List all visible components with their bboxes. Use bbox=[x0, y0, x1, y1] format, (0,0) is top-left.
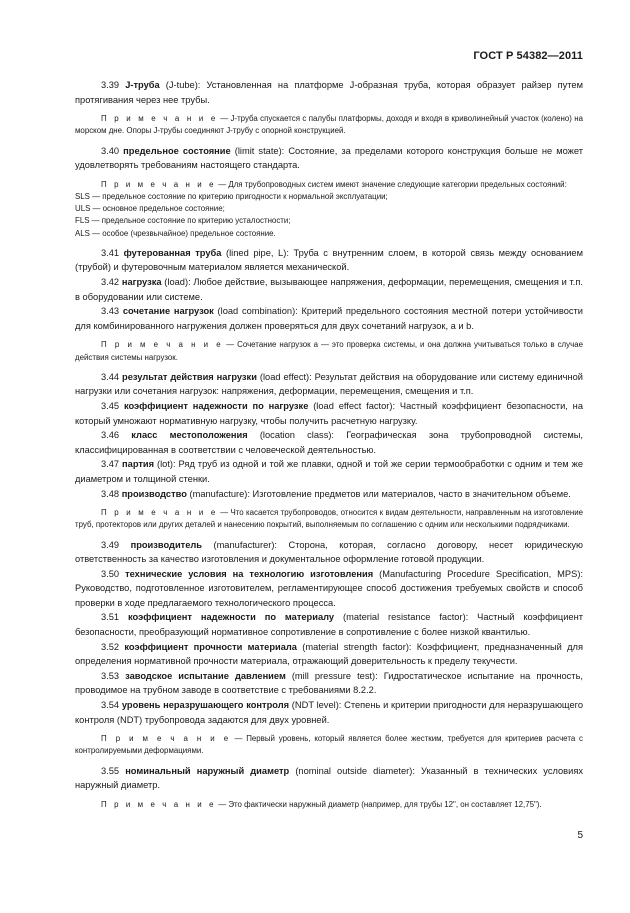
note-text: — Что касается трубопроводов, относится к видам деятельности, направленным на изготовление труб, протекторов или других деталей и нанесению покрытий, выполняемым по соглашению с одним или несколькими подрядчиками. bbox=[75, 508, 583, 530]
definition-text: (location class): Географическая зона трубопроводной системы, классифицированная в соответствии с человеческой деятельностью. bbox=[75, 430, 583, 455]
note-paragraph bbox=[75, 179, 583, 191]
definition-3-39 bbox=[75, 78, 583, 107]
definition-text: (material strength factor): Коэффициент, предназначенный для определения нормативной прочности материала, отражающий доверительность к пределу текучести. bbox=[75, 641, 583, 667]
definition-number: 3.55 bbox=[101, 765, 126, 776]
definition-term: партия bbox=[122, 459, 155, 470]
definition-number: 3.43 bbox=[101, 306, 123, 317]
definition-number: 3.50 bbox=[101, 568, 126, 579]
definition-3-52 bbox=[75, 640, 583, 669]
definition-3-49 bbox=[75, 538, 583, 567]
definition-text: (lined pipe, L): Труба с внутренним слоем, в которой связь между основанием (трубой) и футеровочным материалом является механической. bbox=[75, 247, 583, 273]
note-label: П р и м е ч а н и е bbox=[101, 734, 231, 744]
note-label: П р и м е ч а н и е bbox=[101, 340, 224, 350]
note-text: — Первый уровень, который является более жестким, требуется для критериев расчета с контролируемыми деформациями. bbox=[75, 734, 583, 756]
note-label: П р и м е ч а н и е bbox=[101, 179, 217, 189]
definition-term: класс местоположения bbox=[131, 430, 248, 441]
definition-term: коэффициент надежности по материалу bbox=[128, 612, 335, 623]
document-body bbox=[75, 78, 583, 817]
note-text: — Это фактически наружный диаметр (например, для трубы 12", он составляет 12,75"). bbox=[216, 799, 542, 809]
note-block bbox=[75, 179, 583, 246]
note-block bbox=[75, 733, 583, 757]
definition-number: 3.48 bbox=[101, 488, 122, 499]
definition-number: 3.52 bbox=[101, 641, 125, 652]
definition-number: 3.54 bbox=[101, 700, 122, 711]
definition-number: 3.39 bbox=[101, 80, 126, 90]
note-list-item: ULS — основное предельное состояние; bbox=[75, 204, 225, 214]
definition-text: (J-tube): Установленная на платформе J-образная труба, которая образует райзер путем протягивания через нее трубы. bbox=[75, 80, 583, 105]
definition-3-44 bbox=[75, 370, 583, 399]
definition-term: коэффициент прочности материала bbox=[124, 641, 297, 652]
note-paragraph bbox=[75, 339, 583, 363]
definition-number: 3.45 bbox=[101, 400, 124, 411]
definition-3-53 bbox=[75, 669, 583, 698]
definition-term: технические условия на технологию изготовления bbox=[125, 568, 374, 579]
definition-text: (manufacturer): Сторона, которая, согласно договору, несет юридическую ответственность за качество изготовления и документальное оформление готовой продукции. bbox=[75, 539, 584, 565]
note-list-item: ALS — особое (чрезвычайное) предельное состояние. bbox=[75, 228, 276, 238]
definition-term: предельное состояние bbox=[123, 145, 231, 156]
definition-term: сочетание нагрузок bbox=[122, 306, 214, 317]
note-label: П р и м е ч а н и е bbox=[101, 508, 218, 518]
definition-text: (manufacture): Изготовление предметов или материалов, часто в значительном объеме. bbox=[186, 488, 571, 499]
definition-3-50 bbox=[75, 567, 583, 611]
definition-number: 3.49 bbox=[101, 539, 131, 550]
note-block bbox=[75, 507, 583, 531]
note-paragraph bbox=[75, 113, 583, 137]
definition-number: 3.41 bbox=[101, 247, 124, 258]
definition-text: (Manufacturing Procedure Specification, MPS): Руководство, подготовленное изготовителем, регламентирующее способ достижения требуемых свойств и способ проверки в ходе предлагаемого технологического процесса. bbox=[75, 568, 583, 608]
definition-3-48 bbox=[75, 487, 583, 502]
definition-term: результат действия нагрузки bbox=[122, 371, 257, 382]
definition-text: (NDT level): Степень и критерии пригодности для неразрушающего контроля (NDT) трубопровода задаются для двух уровней. bbox=[75, 700, 583, 725]
note-block bbox=[75, 113, 583, 137]
definition-number: 3.47 bbox=[101, 459, 123, 470]
definition-term: коэффициент надежности по нагрузке bbox=[123, 400, 309, 411]
note-block bbox=[75, 799, 583, 811]
definition-text: (load): Любое действие, вызывающее напряжения, деформации, перемещения, смещения и т.п. в оборудовании или системе. bbox=[75, 276, 583, 302]
definition-3-41 bbox=[75, 246, 583, 275]
note-paragraph bbox=[75, 507, 583, 531]
note-label: П р и м е ч а н и е bbox=[101, 114, 218, 124]
note-text: — Для трубопроводных систем имеют значение следующие категории предельных состояний: bbox=[216, 179, 567, 189]
definition-3-54 bbox=[75, 698, 583, 727]
definition-text: (material resistance factor): Частный коэффициент безопасности, преобразующий нормативное сопротивление в сопротивление с более низкой квантилью. bbox=[75, 612, 583, 638]
note-paragraph bbox=[75, 733, 583, 757]
definition-number: 3.42 bbox=[101, 276, 122, 287]
definition-3-47 bbox=[75, 457, 583, 486]
definition-text: (load combination): Критерий предельного состояния местной потери устойчивости для комбинированного нагружения должен проверяться для двух сочетаний нагрузок, a и b. bbox=[75, 306, 583, 331]
definition-text: (load effect): Результат действия на оборудование или систему единичной нагрузки или сочетания нагрузок: напряжения, деформации, перемещения, смещения и т.п. bbox=[75, 371, 583, 397]
definition-term: номинальный наружный диаметр bbox=[125, 765, 290, 776]
note-text: — Сочетание нагрузок a — это проверка системы, и она должна учитываться только в случае действия системы нагрузок. bbox=[75, 340, 583, 362]
definition-3-42 bbox=[75, 275, 583, 304]
note-text: — J-труба спускается с палубы платформы, доходя и входя в криволинейный участок (колено) на морском дне. Опоры J-трубы соединяют J-трубу с опорной конструкцией. bbox=[75, 114, 583, 136]
note-block bbox=[75, 339, 583, 363]
definition-term: производитель bbox=[130, 539, 202, 550]
note-list-item: FLS — предельное состояние по критерию усталостности; bbox=[75, 216, 291, 226]
definition-3-45 bbox=[75, 399, 583, 428]
definition-text: (lot): Ряд труб из одной и той же плавки, одной и той же серии термообработки с одним и тем же диаметром и толщиной стенки. bbox=[75, 459, 583, 484]
definition-3-43 bbox=[75, 304, 583, 333]
definition-term: уровень неразрушающего контроля bbox=[121, 700, 290, 711]
definition-term: футерованная труба bbox=[123, 247, 222, 258]
definition-term: нагрузка bbox=[121, 276, 162, 287]
note-label: П р и м е ч а н и е bbox=[101, 799, 217, 809]
definition-number: 3.53 bbox=[101, 670, 126, 681]
definition-3-55 bbox=[75, 764, 583, 793]
definition-number: 3.40 bbox=[101, 145, 124, 156]
definition-term: J-труба bbox=[125, 80, 160, 90]
definition-number: 3.46 bbox=[101, 430, 132, 441]
note-paragraph bbox=[75, 799, 583, 811]
definition-3-46 bbox=[75, 428, 583, 457]
definition-text: (mill pressure test): Гидростатическое испытание на прочность, проводимое на трубном заводе в соответствие с требованиями 8.2.2. bbox=[75, 670, 583, 696]
definition-3-51 bbox=[75, 610, 583, 639]
definition-text: (limit state): Состояние, за пределами которого конструкция больше не может удовлетворять требованиям настоящего стандарта. bbox=[75, 145, 583, 171]
standard-code-header: ГОСТ Р 54382—2011 bbox=[473, 50, 583, 62]
definition-text: (nominal outside diameter): Указанный в технических условиях наружный диаметр. bbox=[75, 765, 584, 791]
definition-number: 3.44 bbox=[101, 371, 123, 382]
definition-text: (load effect factor): Частный коэффициент безопасности, на который умножают нормативную нагрузку, чтобы получить расчетную нагрузку. bbox=[75, 400, 583, 426]
note-list-item: SLS — предельное состояние по критерию пригодности к нормальной эксплуатации; bbox=[75, 191, 388, 201]
definition-number: 3.51 bbox=[101, 612, 128, 623]
definition-term: заводское испытание давлением bbox=[125, 670, 286, 681]
page-number: 5 bbox=[577, 830, 583, 841]
definition-3-40 bbox=[75, 144, 583, 173]
definition-term: производство bbox=[121, 488, 187, 499]
